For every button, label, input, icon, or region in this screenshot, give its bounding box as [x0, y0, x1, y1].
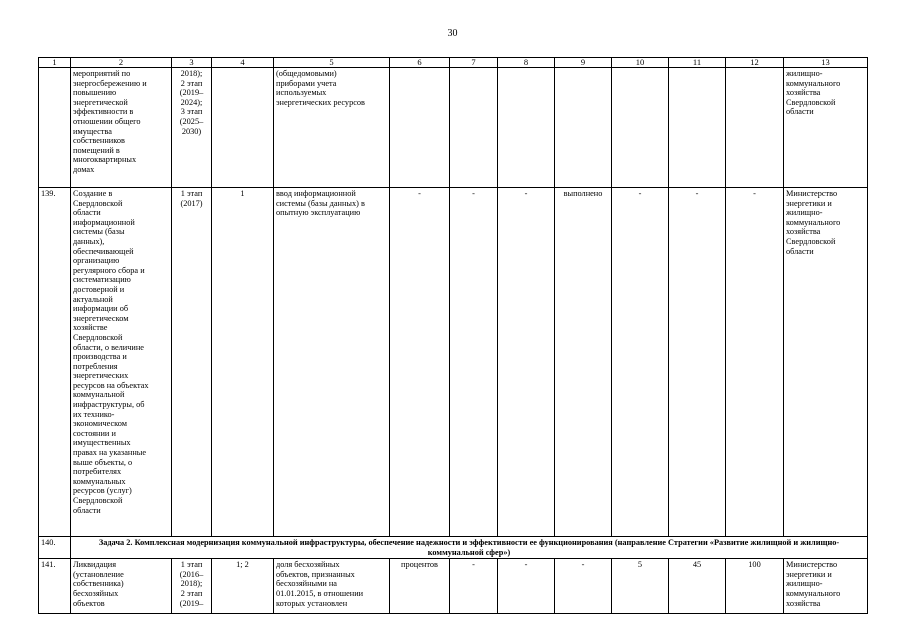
header-cell: 4 — [212, 58, 274, 68]
measure-name-cell: мероприятий по энергосбережению и повышению энергетической эффективности в отношении общего имущества собственников помещений в многоквартирных домах — [71, 68, 172, 188]
value-cell: - — [498, 559, 555, 614]
goal-number-cell — [212, 68, 274, 188]
value-cell: 5 — [612, 559, 669, 614]
page-number: 30 — [447, 28, 458, 39]
responsible-cell: Министерство энергетики и жилищно- коммунального хозяйства — [784, 559, 868, 614]
header-cell: 11 — [669, 58, 726, 68]
header-cell: 13 — [784, 58, 868, 68]
table-row — [39, 559, 868, 614]
stage-cell: 1 этап (2017) — [172, 188, 212, 537]
column-number-row — [39, 58, 868, 68]
value-cell — [498, 68, 555, 188]
measure-name-cell: Ликвидация (установление собственника) бесхозяйных объектов — [71, 559, 172, 614]
value-cell — [726, 68, 784, 188]
row-number-cell — [39, 68, 71, 188]
value-cell: выполнено — [555, 188, 612, 537]
header-cell: 12 — [726, 58, 784, 68]
value-cell: - — [498, 188, 555, 537]
header-cell: 2 — [71, 58, 172, 68]
indicator-cell: (общедомовыми) приборами учета используемых энергетических ресурсов — [274, 68, 390, 188]
value-cell — [555, 68, 612, 188]
responsible-cell: Министерство энергетики и жилищно- коммунального хозяйства Свердловской области — [784, 188, 868, 537]
header-cell: 3 — [172, 58, 212, 68]
unit-cell — [390, 68, 450, 188]
unit-cell: процентов — [390, 559, 450, 614]
value-cell: 100 — [726, 559, 784, 614]
indicator-cell: ввод информационной системы (базы данных) в опытную эксплуатацию — [274, 188, 390, 537]
measure-name-cell: Создание в Свердловской области информационной системы (базы данных), обеспечивающей организацию регулярного сбора и систематизацию достоверной и актуальной информации об энергетическом хозяйстве Свердловской области, о величине производства и потребления энергетических ресурсов на объектах коммунальной инфраструктуры, об их технико- экономическом состоянии и имущественных правах на указанные выше объекты, о потребителях коммунальных ресурсов (услуг) Свердловской области — [71, 188, 172, 537]
task-heading: Задача 2. Комплексная модернизация коммунальной инфраструктуры, обеспечение надежности и эффективности ее функционирования (направление Стратегии «Развитие жилищной и жилищно-коммунальной сфер») — [71, 537, 868, 559]
table-row — [39, 68, 868, 188]
value-cell: - — [450, 559, 498, 614]
row-number-cell: 139. — [39, 188, 71, 537]
header-cell: 5 — [274, 58, 390, 68]
value-cell: - — [726, 188, 784, 537]
value-cell — [450, 68, 498, 188]
goal-number-cell: 1 — [212, 188, 274, 537]
header-cell: 10 — [612, 58, 669, 68]
value-cell: - — [555, 559, 612, 614]
unit-cell: - — [390, 188, 450, 537]
row-number-cell: 140. — [39, 537, 71, 559]
header-cell: 7 — [450, 58, 498, 68]
header-cell: 9 — [555, 58, 612, 68]
value-cell — [612, 68, 669, 188]
stage-cell: 1 этап (2016– 2018); 2 этап (2019– — [172, 559, 212, 614]
measures-table — [38, 57, 868, 614]
header-cell: 8 — [498, 58, 555, 68]
indicator-cell: доля бесхозяйных объектов, признанных бесхозяйными на 01.01.2015, в отношении которых установлен — [274, 559, 390, 614]
value-cell: - — [450, 188, 498, 537]
table-row — [39, 188, 868, 537]
responsible-cell: жилищно- коммунального хозяйства Свердловской области — [784, 68, 868, 188]
value-cell: - — [612, 188, 669, 537]
goal-number-cell: 1; 2 — [212, 559, 274, 614]
header-cell: 1 — [39, 58, 71, 68]
header-cell: 6 — [390, 58, 450, 68]
row-number-cell: 141. — [39, 559, 71, 614]
stage-cell: 2018); 2 этап (2019– 2024); 3 этап (2025– 2030) — [172, 68, 212, 188]
task-row — [39, 537, 868, 559]
value-cell: 45 — [669, 559, 726, 614]
value-cell: - — [669, 188, 726, 537]
value-cell — [669, 68, 726, 188]
